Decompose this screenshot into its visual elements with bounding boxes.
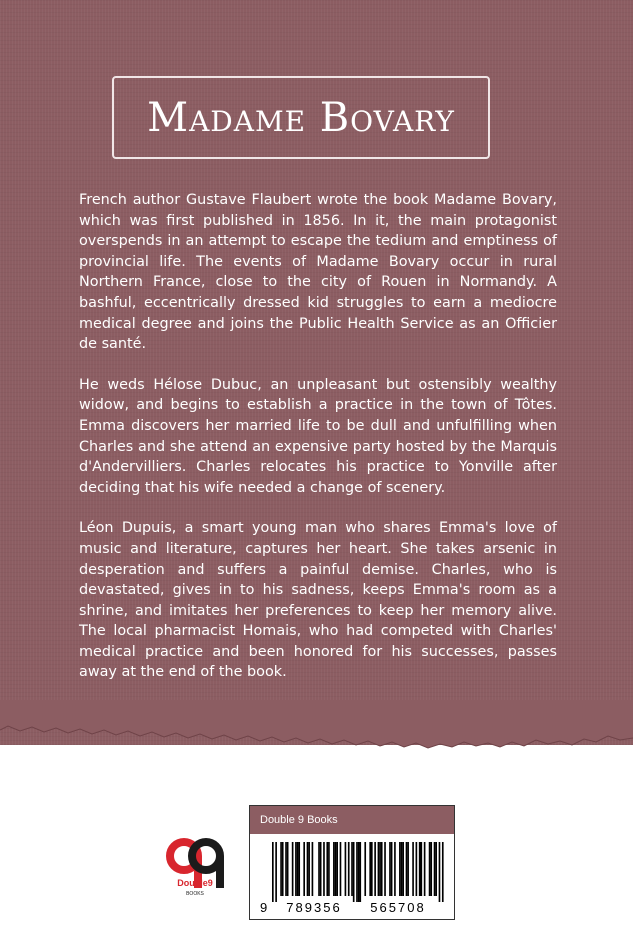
barcode-bar [430, 842, 432, 896]
barcode-bar [272, 842, 274, 902]
barcode-bar [402, 842, 404, 896]
barcode-digits-right: 565708 [370, 900, 426, 915]
barcode-bar [359, 842, 361, 902]
barcode-first-digit: 9 [260, 900, 268, 915]
barcode-bar [416, 842, 418, 896]
barcode-bar [320, 842, 322, 896]
barcode-bar [399, 842, 401, 896]
synopsis [79, 190, 557, 703]
barcode-bar [407, 842, 409, 896]
barcode-bar [442, 842, 444, 902]
barcode-bar [335, 842, 337, 896]
barcode-bar [389, 842, 391, 896]
synopsis-paragraph-2: He weds Hélose Dubuc, an unpleasant but ostensibly wealthy widow, and begins to establish a practice in the town of Tôtes. Emma discovers her married life to be dull and unfulfilling when Charles and she attend an expensive party hosted by the Marquis d'Andervilliers. Charles relocates his practice to Yonville after deciding that his wife needed a change of scenery. [79, 376, 557, 496]
barcode-bar [435, 842, 437, 896]
barcode-bar [280, 842, 282, 896]
barcode-bar [424, 842, 426, 896]
barcode-bar [401, 842, 403, 896]
barcode-bar [356, 842, 358, 902]
barcode-bar [384, 842, 386, 896]
barcode-bar [326, 842, 328, 896]
synopsis-paragraph-3: Léon Dupuis, a smart young man who shares Emma's love of music and literature, captures her heart. She takes arsenic in desperation and suffers a painful demise. Charles, who is devastated, gives in to his sadness, keeps Emma's room as a shrine, and imitates her preferences to keep her memory alive. The local pharmacist Homais, who had competed with Charles' medical practice and been honored for his successes, passes away at the end of the book. [79, 520, 557, 681]
barcode-digits-left: 789356 [286, 900, 342, 915]
publisher-logo [163, 836, 227, 900]
barcode-bar [406, 842, 408, 896]
publisher-name: Double 9 Books [250, 806, 454, 834]
logo-wordmark: Double9 [177, 878, 213, 888]
barcode-panel [249, 805, 455, 920]
barcode-bar [381, 842, 383, 896]
barcode-bar [434, 842, 436, 896]
barcode-bar [295, 842, 297, 896]
barcode-bar [364, 842, 366, 896]
barcode-bar [312, 842, 314, 896]
barcode-bar [285, 842, 287, 896]
barcode-bar [358, 842, 360, 902]
torn-paper-edge [0, 700, 633, 760]
barcode-bar [298, 842, 300, 896]
barcode-bar [421, 842, 423, 896]
barcode-bar [371, 842, 373, 896]
barcode-bar [345, 842, 347, 896]
barcode-bar [379, 842, 381, 896]
barcode-bar [318, 842, 320, 896]
barcode-bar [303, 842, 305, 896]
title-frame [112, 76, 490, 159]
barcode-bar [391, 842, 393, 896]
barcode-bar [378, 842, 380, 896]
barcode-bar [348, 842, 350, 896]
barcode-bar [287, 842, 289, 896]
barcode-bar [275, 842, 277, 902]
barcode-bar [323, 842, 325, 896]
barcode-bars [272, 842, 444, 902]
barcode-bar [297, 842, 299, 896]
barcode-bar [369, 842, 371, 896]
barcode-bar [374, 842, 376, 896]
barcode-bar [328, 842, 330, 896]
barcode-bar [353, 842, 355, 902]
barcode-bar [429, 842, 431, 896]
barcode-bar [412, 842, 414, 896]
barcode-bar [282, 842, 284, 896]
barcode-bar [307, 842, 309, 896]
book-title: Madame Bovary [147, 94, 455, 141]
barcode-bar [419, 842, 421, 896]
barcode-bar [394, 842, 396, 896]
isbn-barcode [256, 840, 448, 916]
barcode-bar [351, 842, 353, 896]
barcode-bar [439, 842, 441, 902]
barcode-bar [292, 842, 294, 896]
barcode-bar [340, 842, 342, 896]
synopsis-paragraph-1: French author Gustave Flaubert wrote the book Madame Bovary, which was first published in 1856. In it, the main protagonist overspends in an attempt to escape the tedium and emptiness of provincial life. The events of Madame Bovary occur in rural Northern France, close to the city of Rouen in Normandy. A bashful, eccentrically dressed kid struggles to earn a mediocre medical degree and joins the Public Health Service as an Officier de santé. [79, 192, 557, 353]
barcode-bar [333, 842, 335, 896]
barcode-bar [308, 842, 310, 896]
barcode-bar [336, 842, 338, 896]
logo-subtext: BOOKS [186, 891, 204, 897]
